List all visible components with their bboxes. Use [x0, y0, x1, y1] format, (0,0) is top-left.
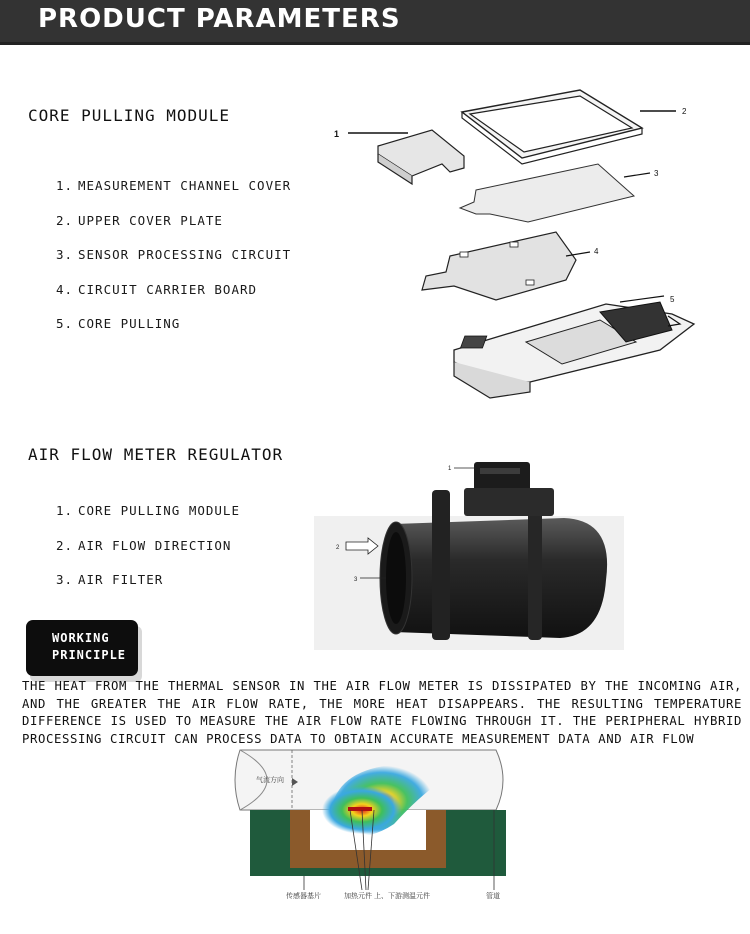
heater-element-label: 加热元件 上、下游测温元件 [344, 893, 430, 900]
regulator-list [56, 503, 240, 607]
regulator-title: AIR FLOW METER REGULATOR [28, 445, 284, 464]
air-flow-meter-photo [314, 460, 624, 650]
list-item: 3. SENSOR PROCESSING CIRCUIT [56, 247, 292, 263]
photo-label-1: 1 [448, 466, 452, 472]
list-item: 2. AIR FLOW DIRECTION [56, 537, 232, 553]
diagram-label-4: 4 [594, 247, 599, 256]
list-item: 5. CORE PULLING [56, 316, 181, 332]
sensor-circuit-part [460, 164, 650, 222]
list-item: 1. MEASUREMENT CHANNEL COVER [56, 178, 292, 193]
list-item: 1. CORE PULLING MODULE [56, 503, 240, 518]
diagram-label-3: 3 [654, 169, 659, 178]
list-item: 4. CIRCUIT CARRIER BOARD [56, 281, 258, 297]
sensor-substrate-label: 传感器基片 [286, 893, 321, 900]
core-module-list [56, 178, 291, 351]
badge-line-1: WORKING [52, 631, 110, 645]
badge-line-2: PRINCIPLE [52, 648, 127, 662]
photo-label-3: 3 [354, 577, 358, 583]
diagram-label-5: 5 [670, 295, 675, 304]
working-principle-paragraph: THE HEAT FROM THE THERMAL SENSOR IN THE AIR FLOW METER IS DISSIPATED BY THE INCOMING AIR, AND THE GREATER THE AIR FLOW RATE, THE MORE HEAT DISAPPEARS. THE RESULTING TEMPERATURE DIFFERENCE IS USED TO MEASURE THE AIR FLOW RATE FLOWING THROUGH IT. THE PERIPHERAL HYBRID PROCESSING CIRCUIT CAN PROCESS DATA TO OBTAIN ACCURATE MEASUREMENT DATA AND AIR FLOW [22, 679, 742, 746]
carrier-board-part [422, 232, 590, 300]
list-item: 3. AIR FILTER [56, 572, 164, 588]
pipe-label: 管道 [486, 893, 500, 900]
exploded-module-diagram [330, 80, 710, 410]
core-pulling-part [454, 296, 694, 398]
upper-cover-plate-part [462, 90, 676, 164]
thermal-sensor-diagram [234, 744, 520, 904]
diagram-label-1: 1 [334, 129, 340, 139]
core-module-title: CORE PULLING MODULE [28, 106, 231, 125]
header-underline [0, 42, 750, 45]
channel-cover-part [348, 130, 464, 184]
list-item: 2. UPPER COVER PLATE [56, 212, 223, 228]
flow-direction-label: 气流方向 [256, 777, 284, 784]
page-title: PRODUCT PARAMETERS [38, 4, 401, 34]
photo-label-2: 2 [336, 545, 340, 551]
working-principle-badge [26, 620, 138, 676]
diagram-label-2: 2 [682, 107, 687, 116]
